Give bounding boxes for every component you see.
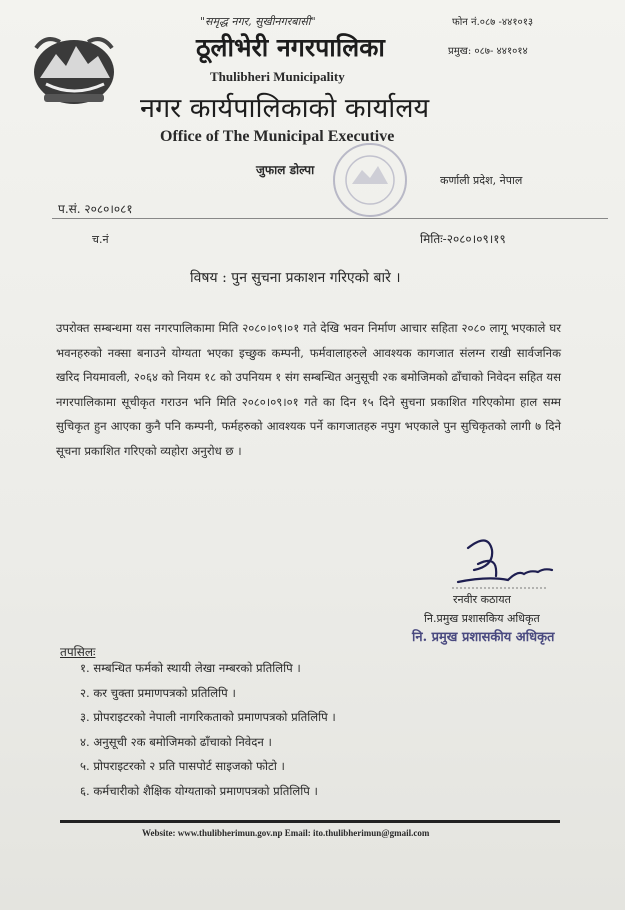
signatory-name: रनवीर कठायत [453, 593, 511, 606]
handwritten-signature [448, 530, 558, 592]
letter-subject: विषय : पुन सुचना प्रकाशन गरिएको बारे । [190, 270, 401, 286]
list-item: ६. कर्मचारीको शैक्षिक योग्यताको प्रमाणपत्रको प्रतिलिपि । [80, 783, 318, 798]
header-divider [52, 218, 608, 219]
attachments-list [80, 656, 336, 804]
motto: "समृद्ध नगर, सुखीनगरबासी" [200, 15, 316, 28]
dispatch-number: च.नं [92, 233, 109, 246]
office-location: जुफाल डोल्पा [256, 163, 315, 177]
list-item: ५. प्रोपराइटरको २ प्रति पासपोर्ट साइजको फोटो । [80, 759, 285, 774]
office-seal-icon [330, 140, 410, 220]
phone-number: फोन नं.०८७ -४४१०१३ [452, 17, 534, 28]
reference-number: प.सं. २०८०।०८१ [58, 202, 133, 216]
office-name-np: नगर कार्यपालिकाको कार्यालय [140, 93, 430, 124]
list-item: ४. अनुसूची २क बमोजिमको ढाँचाको निवेदन । [80, 734, 272, 749]
head-phone-number: प्रमुख: ०८७- ४४१०१४ [448, 46, 528, 57]
office-name-en: Office of The Municipal Executive [160, 128, 395, 145]
signatory-title: नि.प्रमुख प्रशासकिय अधिकृत [424, 612, 540, 625]
municipality-name-en: Thulibheri Municipality [210, 69, 345, 84]
letter-date: मितिः-२०८०।०९।१९ [420, 232, 506, 246]
municipality-name-np: ठूलीभेरी नगरपालिका [196, 33, 385, 62]
list-item: २. कर चुक्ता प्रमाणपत्रको प्रतिलिपि । [80, 685, 236, 700]
attachments-heading: तपसिलः [60, 645, 96, 659]
list-item: १. सम्बन्धित फर्मको स्थायी लेखा नम्बरको प्रतिलिपि । [80, 661, 301, 675]
letter-body: उपरोक्त सम्बन्धमा यस नगरपालिकामा मिति २०८०।०९।०१ गते देखि भवन निर्माण आचार सहिता २०८० लागू भएकाले घर भवनहरुको नक्सा बनाउने योग्यता भएका इच्छुक कम्पनी, फर्मवालाहरुले आवश्यक कागजात संलग्न राखी सार्वजनिक खरिद नियमावली, २०६४ को नियम १८ को उपनियम १ संग सम्बन्धित अनुसूची २क बमोजिमको ढाँचाको निवेदन सहित यस नगरपालिकामा सूचीकृत गराउन भनि मिति २०८०।०९।०१ गते का दिन १५ दिने सुचना प्रकाशित गरिएकोमा हाल सम्म सुचिकृत हुन आएका कुनै पनि कम्पनी, फर्महरुको आवश्यक पर्ने कागजातहरु नपुग भएकाले पुन सुचिकृतको लागी ७ दिने सूचना प्रकाशित गरिएको व्यहोरा अनुरोध छ । [56, 321, 561, 458]
province: कर्णाली प्रदेश, नेपाल [440, 174, 523, 187]
signatory-stamp: नि. प्रमुख प्रशासकीय अधिकृत [412, 630, 555, 645]
footer-contact: Website: www.thulibherimun.gov.np Email: ito.thulibherimun@gmail.com [142, 828, 430, 838]
list-item: ३. प्रोपराइटरको नेपाली नागरिकताको प्रमाणपत्रको प्रतिलिपि । [80, 710, 336, 725]
nepal-emblem-icon [26, 28, 122, 110]
footer-divider [60, 820, 560, 823]
